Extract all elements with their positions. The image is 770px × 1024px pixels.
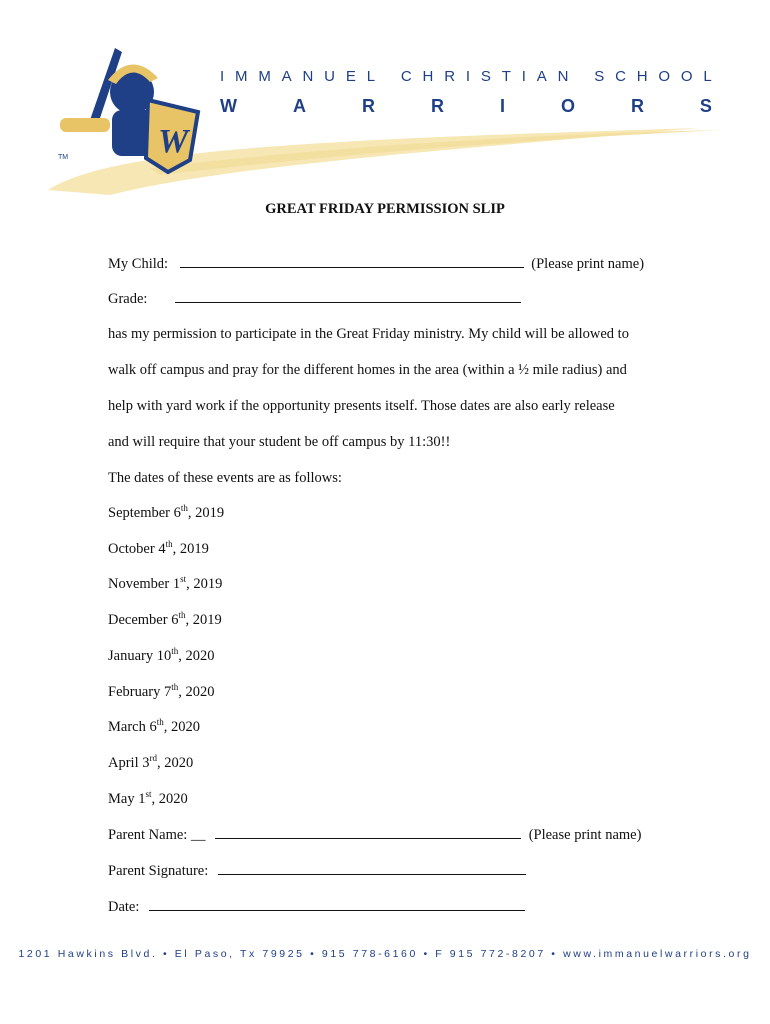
letterhead-letter: S [699, 96, 712, 116]
paragraph-line-1: has my permission to participate in the Great Friday ministry. My child will be allowed to [108, 326, 629, 342]
date-item: May 1st, 2020 [108, 789, 188, 807]
date-item: November 1st, 2019 [108, 574, 223, 592]
letterhead-letter: T [501, 68, 511, 85]
date-item: January 10th, 2020 [108, 646, 215, 664]
date-item: December 6th, 2019 [108, 610, 222, 628]
parent-signature-field[interactable] [218, 862, 526, 875]
trademark: TM [58, 154, 69, 161]
paragraph-line-3: help with yard work if the opportunity presents itself. Those dates are also early release [108, 398, 615, 414]
date-item: April 3rd, 2020 [108, 753, 194, 771]
grade-field[interactable] [175, 290, 521, 303]
paragraph-line-4: and will require that your student be off campus by 11:30!! [108, 434, 451, 450]
letterhead-letter: R [444, 68, 456, 85]
form-title: GREAT FRIDAY PERMISSION SLIP [265, 201, 505, 217]
letterhead-letter: N [302, 68, 314, 85]
letterhead-letter [386, 68, 390, 85]
letterhead-letter: H [636, 68, 648, 85]
parent-signature-row [108, 862, 526, 880]
date-label: Date: [108, 899, 140, 915]
child-hint: (Please print name) [531, 256, 645, 272]
team-name [220, 96, 712, 117]
parent-name-label: Parent Name: __ [108, 827, 206, 843]
letterhead [0, 0, 770, 200]
date-item: October 4th, 2019 [108, 539, 209, 557]
letterhead-letter: O [680, 68, 693, 85]
footer-contact: 1201 Hawkins Blvd. • El Paso, Tx 79925 • 915 778-6160 • F 915 772-8207 • www.immanuelwarriors.org [18, 948, 752, 960]
letterhead-letter: R [361, 96, 375, 116]
letterhead-letter: A [281, 68, 292, 85]
parent-name-hint: (Please print name) [528, 827, 642, 843]
letterhead-letter: R [430, 96, 444, 116]
svg-text:W: W [158, 123, 189, 160]
letterhead-letter: A [536, 68, 547, 85]
date-field[interactable] [149, 898, 525, 911]
parent-name-field[interactable] [215, 826, 521, 839]
letterhead-letter: I [220, 68, 225, 85]
letterhead-letter: I [521, 68, 526, 85]
letterhead-letter: O [560, 96, 575, 116]
letterhead-letter: H [422, 68, 434, 85]
letterhead-letter: O [658, 68, 671, 85]
letterhead-letter: C [400, 68, 412, 85]
letterhead-letter: R [630, 96, 644, 116]
letterhead-letter: N [557, 68, 569, 85]
letterhead-letter: C [615, 68, 626, 85]
letterhead-letter: M [258, 68, 271, 85]
letterhead-letter: L [366, 68, 376, 85]
letterhead-letter: W [220, 96, 237, 116]
date-item: February 7th, 2020 [108, 682, 215, 700]
letterhead-letter [579, 68, 583, 85]
letterhead-letter: S [594, 68, 605, 85]
child-name-row [108, 255, 644, 273]
letterhead-letter: I [499, 96, 505, 116]
paragraph-line-2: walk off campus and pray for the different homes in the area (within a ½ mile radius) and [108, 362, 627, 378]
letterhead-letter: L [703, 68, 712, 85]
date-item: September 6th, 2019 [108, 503, 225, 521]
letterhead-letter: U [324, 68, 336, 85]
grade-label: Grade: [108, 291, 148, 307]
parent-name-row [108, 826, 641, 844]
warrior-mascot-icon [60, 48, 198, 172]
child-name-field[interactable] [180, 255, 524, 268]
parent-signature-label: Parent Signature: [108, 863, 209, 879]
letterhead-letter: M [235, 68, 248, 85]
letterhead-letter: E [345, 68, 356, 85]
letterhead-letter: I [465, 68, 471, 85]
date-row [108, 898, 525, 916]
child-label: My Child: [108, 256, 169, 272]
school-name [220, 68, 712, 85]
dates-intro: The dates of these events are as follows: [108, 470, 342, 486]
letterhead-letter: S [480, 68, 491, 85]
date-item: March 6th, 2020 [108, 717, 200, 735]
grade-row [108, 290, 521, 308]
letterhead-letter: A [292, 96, 306, 116]
